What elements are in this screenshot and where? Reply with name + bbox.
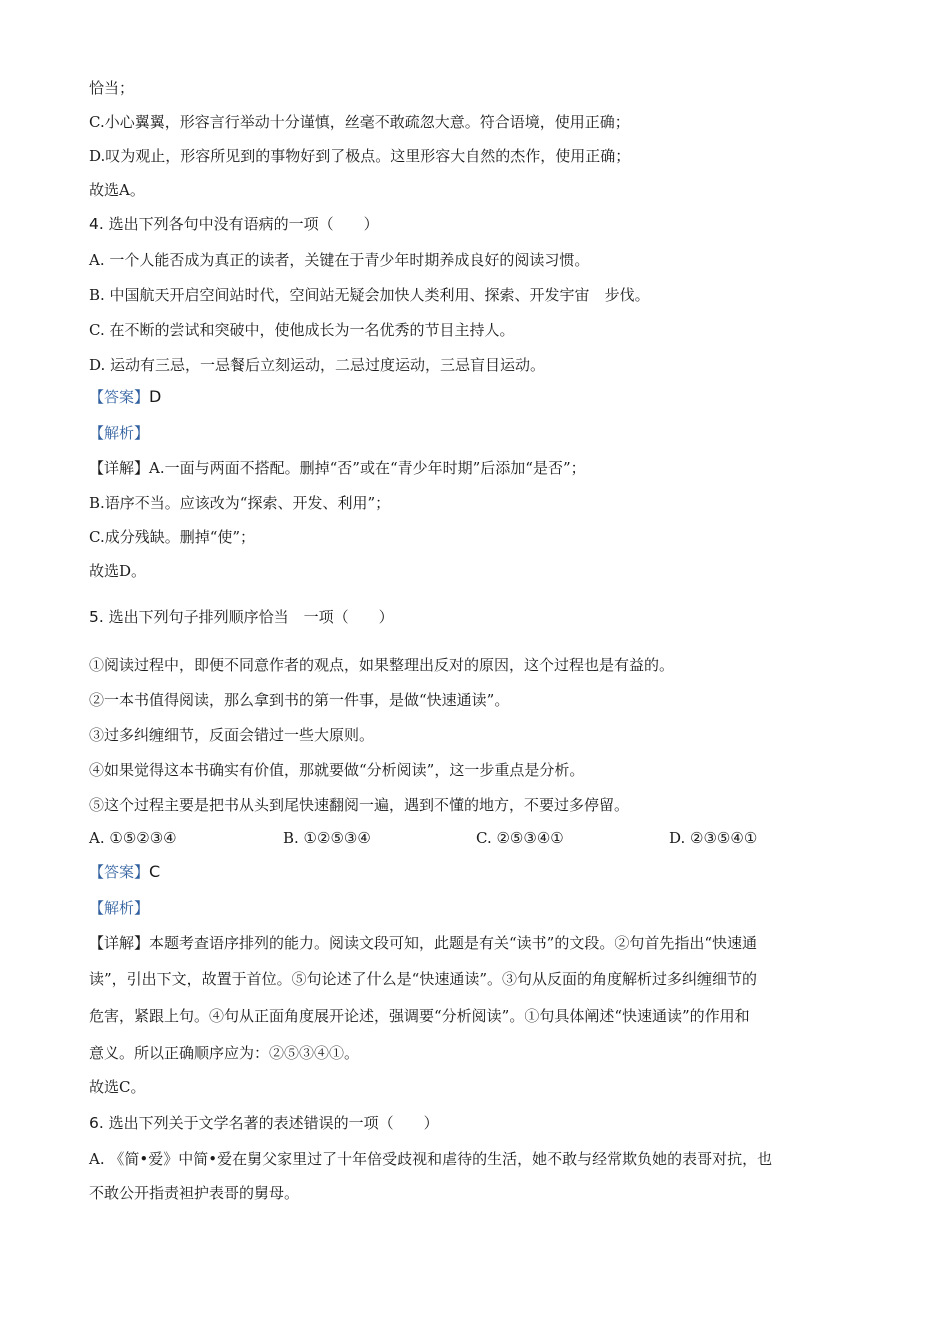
q5-choice-b: B. ①②⑤③④ (283, 829, 371, 847)
analysis-tag: 【解析】 (89, 899, 150, 917)
q4-detail-2: B.语序不当。应该改为“探索、开发、利用”； (89, 494, 391, 512)
detail-text: A.一面与两面不搭配。删掉“否”或在“青少年时期”后添加“是否”； (149, 459, 586, 477)
text-line: C.小心翼翼，形容言行举动十分谨慎，丝毫不敢疏忽大意。符合语境，使用正确； (89, 113, 630, 131)
q4-conclusion: 故选D。 (89, 562, 147, 580)
question-text: 选出下列各句中没有语病的一项（ ） (108, 215, 379, 233)
q4-detail-3: C.成分残缺。删掉“使”； (89, 528, 256, 546)
q4-option-c: C. 在不断的尝试和突破中，使他成长为一名优秀的节目主持人。 (89, 321, 515, 339)
text-line: 故选A。 (89, 181, 145, 199)
question-text: 选出下列关于文学名著的表述错误的一项（ ） (108, 1114, 439, 1132)
question-number: 5. (89, 608, 104, 626)
q4-option-d: D. 运动有三忌，一忌餐后立刻运动，二忌过度运动，三忌盲目运动。 (89, 356, 546, 374)
detail-tag: 【详解】 (89, 934, 150, 952)
q5-detail-1 (89, 933, 757, 953)
text-line: 恰当； (89, 79, 135, 97)
q5-analysis (89, 898, 149, 918)
question-6-stem (89, 1113, 439, 1133)
q6-option-a-line-1: A. 《简•爱》中简•爱在舅父家里过了十年倍受歧视和虐待的生活，她不敢与经常欺负她的表哥对抗，也 (89, 1150, 773, 1168)
q4-option-b: B. 中国航天开启空间站时代，空间站无疑会加快人类利用、探索、开发宇宙 步伐。 (89, 286, 650, 304)
answer-tag: 【答案】 (89, 388, 150, 406)
question-number: 4. (89, 215, 104, 233)
q4-detail-1 (89, 458, 586, 478)
q5-sentence-2: ②一本书值得阅读，那么拿到书的第一件事，是做“快速通读”。 (89, 691, 510, 709)
question-number: 6. (89, 1114, 104, 1132)
q5-detail-3: 危害，紧跟上句。④句从正面角度展开论述，强调要“分析阅读”。①句具体阐述“快速通读”的作用和 (89, 1007, 750, 1025)
q4-answer (89, 387, 161, 407)
q5-sentence-4: ④如果觉得这本书确实有价值，那就要做“分析阅读”，这一步重点是分析。 (89, 761, 585, 779)
q5-answer (89, 862, 160, 882)
answer-tag: 【答案】 (89, 863, 150, 881)
q5-choice-c: C. ②⑤③④① (476, 829, 564, 847)
q5-sentence-1: ①阅读过程中，即便不同意作者的观点，如果整理出反对的原因，这个过程也是有益的。 (89, 656, 675, 674)
text-line: D.叹为观止，形容所见到的事物好到了极点。这里形容大自然的杰作，使用正确； (89, 147, 631, 165)
q4-analysis (89, 423, 149, 443)
q5-choices (89, 828, 849, 848)
question-5-stem (89, 607, 394, 627)
question-4-stem (89, 214, 379, 234)
q5-choice-d: D. ②③⑤④① (669, 829, 758, 847)
detail-tag: 【详解】 (89, 459, 150, 477)
q5-sentence-5: ⑤这个过程主要是把书从头到尾快速翻阅一遍，遇到不懂的地方，不要过多停留。 (89, 796, 630, 814)
q5-sentence-3: ③过多纠缠细节，反面会错过一些大原则。 (89, 726, 375, 744)
question-text: 选出下列句子排列顺序恰当 一项（ ） (108, 608, 394, 626)
detail-text: 本题考查语序排列的能力。阅读文段可知，此题是有关“读书”的文段。②句首先指出“快速通 (149, 934, 758, 952)
q5-detail-4: 意义。所以正确顺序应为：②⑤③④①。 (89, 1044, 360, 1062)
q5-detail-2: 读”，引出下文，故置于首位。⑤句论述了什么是“快速通读”。③句从反面的角度解析过多纠缠细节的 (89, 970, 758, 988)
answer-value: C (149, 862, 161, 881)
analysis-tag: 【解析】 (89, 424, 150, 442)
q6-option-a-line-2: 不敢公开指责袒护表哥的舅母。 (89, 1184, 300, 1202)
answer-value: D (149, 387, 162, 406)
q5-choice-a: A. ①⑤②③④ (89, 829, 177, 847)
q4-option-a: A. 一个人能否成为真正的读者，关键在于青少年时期养成良好的阅读习惯。 (89, 251, 590, 269)
q5-conclusion: 故选C。 (89, 1078, 146, 1096)
